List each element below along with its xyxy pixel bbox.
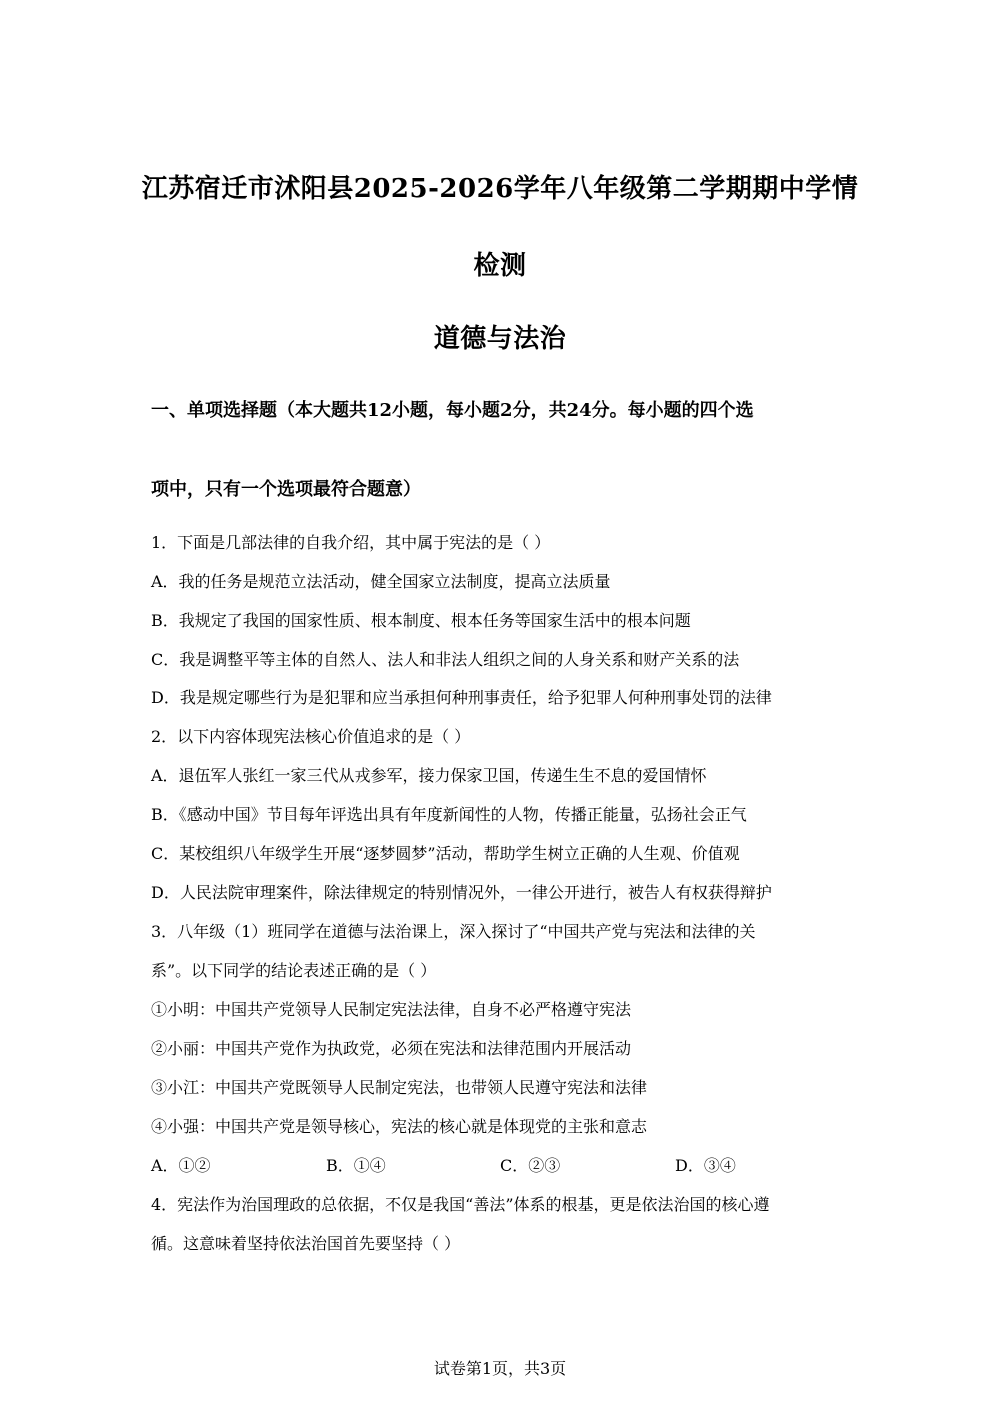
section-heading-line1: 一、单项选择题（本大题共12小题，每小题2分，共24分。每小题的四个选 — [151, 400, 754, 421]
q3-option-c: C．②③ — [500, 1156, 561, 1175]
q1-option-b: B．我规定了我国的国家性质、根本制度、根本任务等国家生活中的根本问题 — [151, 611, 691, 630]
q4-stem-line1: 4．宪法作为治国理政的总依据，不仅是我国“善法”体系的根基，更是依法治国的核心遵 — [151, 1195, 770, 1214]
q1-option-d: D．我是规定哪些行为是犯罪和应当承担何种刑事责任，给予犯罪人何种刑事处罚的法律 — [151, 688, 772, 707]
exam-title-line1: 江苏宿迁市沭阳县2025-2026学年八年级第二学期期中学情 — [141, 174, 859, 204]
q3-statement-4: ④小强：中国共产党是领导核心，宪法的核心就是体现党的主张和意志 — [151, 1117, 648, 1136]
subject-title: 道德与法治 — [433, 324, 567, 354]
q3-option-d: D．③④ — [675, 1156, 736, 1175]
exam-title-line2: 检测 — [473, 251, 527, 281]
q3-option-a: A．①② — [151, 1156, 211, 1175]
q3-statement-2: ②小丽：中国共产党作为执政党，必须在宪法和法律范围内开展活动 — [151, 1039, 632, 1058]
q1-option-c: C．我是调整平等主体的自然人、法人和非法人组织之间的人身关系和财产关系的法 — [151, 650, 740, 669]
q1-stem: 1．下面是几部法律的自我介绍，其中属于宪法的是（ ） — [151, 533, 551, 552]
section-heading-line2: 项中，只有一个选项最符合题意） — [151, 479, 421, 500]
page-footer: 试卷第1页，共3页 — [433, 1359, 567, 1378]
q3-stem-line2: 系”。以下同学的结论表述正确的是（ ） — [151, 961, 437, 980]
q3-stem-line1: 3．八年级（1）班同学在道德与法治课上，深入探讨了“中国共产党与宪法和法律的关 — [151, 922, 756, 941]
q4-stem-line2: 循。这意味着坚持依法治国首先要坚持（ ） — [151, 1234, 461, 1253]
q2-stem: 2．以下内容体现宪法核心价值追求的是（ ） — [151, 727, 471, 746]
q3-statement-3: ③小江：中国共产党既领导人民制定宪法，也带领人民遵守宪法和法律 — [151, 1078, 648, 1097]
q2-option-d: D．人民法院审理案件，除法律规定的特别情况外，一律公开进行，被告人有权获得辩护 — [151, 883, 772, 902]
q3-option-b: B．①④ — [326, 1156, 386, 1175]
q1-option-a: A．我的任务是规范立法活动，健全国家立法制度，提高立法质量 — [151, 572, 611, 591]
q2-option-c: C．某校组织八年级学生开展“逐梦圆梦”活动，帮助学生树立正确的人生观、价值观 — [151, 844, 740, 863]
q3-statement-1: ①小明：中国共产党领导人民制定宪法法律，自身不必严格遵守宪法 — [151, 1000, 632, 1019]
q2-option-b: B．《感动中国》节目每年评选出具有年度新闻性的人物，传播正能量，弘扬社会正气 — [151, 805, 747, 824]
q2-option-a: A．退伍军人张红一家三代从戎参军，接力保家卫国，传递生生不息的爱国情怀 — [151, 766, 707, 785]
